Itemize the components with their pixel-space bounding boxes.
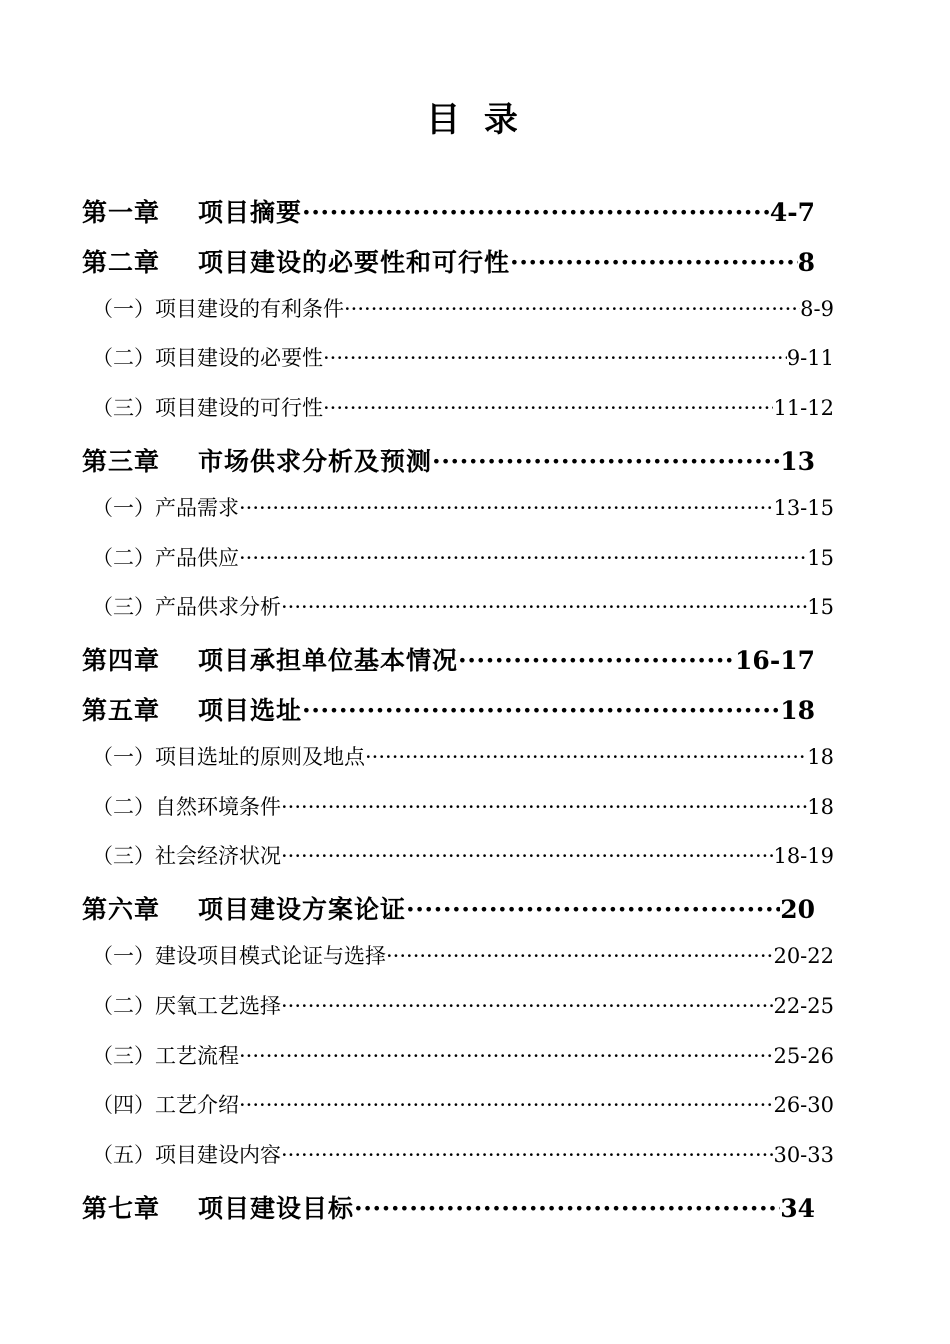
dot-leader	[239, 1044, 773, 1068]
dot-leader	[458, 646, 735, 675]
entry-title: （二）产品供应	[92, 545, 239, 570]
entry-title: （三）社会经济状况	[92, 844, 281, 869]
entry-title: （一）产品需求	[92, 495, 239, 520]
page-number: 18	[807, 794, 834, 819]
dot-leader	[239, 1093, 773, 1117]
page-number: 25-26	[773, 1043, 834, 1068]
page-title: 目 录	[426, 100, 524, 140]
page-number: 15	[807, 545, 834, 570]
page-number: 30-33	[773, 1143, 834, 1168]
toc-chapter-entry[interactable]	[82, 691, 815, 741]
page-number: 18	[807, 744, 834, 769]
entry-title: 项目建设的必要性和可行性	[198, 247, 511, 277]
dot-leader	[302, 198, 770, 227]
page-number: 26-30	[773, 1093, 834, 1118]
table-of-contents	[82, 193, 834, 1239]
page-number: 13	[780, 446, 815, 476]
page-number: 18	[780, 695, 815, 725]
dot-leader	[323, 396, 773, 420]
toc-section-entry[interactable]	[82, 591, 834, 641]
toc-section-entry[interactable]	[82, 342, 834, 392]
toc-entry-label	[92, 591, 281, 621]
entry-title: 项目承担单位基本情况	[198, 646, 459, 676]
entry-title: （五）项目建设内容	[92, 1143, 281, 1168]
toc-entry-label	[92, 990, 281, 1020]
toc-entry-label	[82, 442, 432, 478]
entry-title: （二）自然环境条件	[92, 794, 281, 819]
entry-title: （三）工艺流程	[92, 1043, 239, 1068]
entry-title: （四）工艺介绍	[92, 1093, 239, 1118]
entry-title: 项目建设方案论证	[198, 895, 407, 925]
toc-entry-label	[92, 342, 323, 372]
entry-title: （三）产品供求分析	[92, 595, 281, 620]
toc-section-entry[interactable]	[82, 1139, 834, 1189]
toc-section-entry[interactable]	[82, 1040, 834, 1090]
page-number: 11-12	[773, 396, 834, 421]
toc-chapter-entry[interactable]	[82, 890, 815, 940]
toc-entry-label	[82, 193, 302, 229]
dot-leader	[281, 844, 773, 868]
dot-leader	[281, 795, 807, 819]
toc-section-entry[interactable]	[82, 1089, 834, 1139]
toc-entry-label	[92, 1040, 239, 1070]
dot-leader	[302, 696, 780, 725]
toc-entry-label	[92, 940, 386, 970]
page-number: 4-7	[769, 198, 815, 227]
toc-entry-label	[92, 542, 239, 572]
entry-title: 市场供求分析及预测	[198, 446, 433, 476]
dot-leader	[281, 595, 807, 619]
dot-leader	[323, 346, 787, 370]
page-number: 9-11	[786, 346, 834, 371]
entry-title: （一）项目选址的原则及地点	[92, 744, 365, 769]
toc-section-entry[interactable]	[82, 840, 834, 890]
chapter-number: 第一章	[82, 198, 161, 227]
dot-leader	[354, 1194, 780, 1223]
dot-leader	[344, 297, 800, 321]
toc-section-entry[interactable]	[82, 542, 834, 592]
dot-leader	[281, 994, 773, 1018]
toc-entry-label	[82, 641, 458, 677]
entry-title: （一）项目建设的有利条件	[92, 296, 344, 321]
toc-section-entry[interactable]	[82, 492, 834, 542]
page-number: 20	[780, 895, 815, 925]
page-number: 8-9	[800, 296, 834, 321]
page-number: 13-15	[773, 495, 834, 520]
toc-entry-label	[92, 392, 323, 422]
dot-leader	[432, 447, 780, 476]
toc-section-entry[interactable]	[82, 293, 834, 343]
entry-title: （三）项目建设的可行性	[92, 396, 323, 421]
page-number: 20-22	[773, 943, 834, 968]
entry-title: 项目选址	[198, 695, 303, 725]
toc-entry-label	[92, 1139, 281, 1169]
page-number: 18-19	[773, 844, 834, 869]
page-number: 15	[807, 595, 834, 620]
toc-entry-label	[92, 1089, 239, 1119]
toc-section-entry[interactable]	[82, 940, 834, 990]
entry-title: 项目摘要	[198, 198, 303, 227]
page-number: 8	[797, 247, 815, 277]
dot-leader	[406, 895, 780, 924]
toc-section-entry[interactable]	[82, 990, 834, 1040]
toc-section-entry[interactable]	[82, 392, 834, 442]
toc-chapter-entry[interactable]	[82, 193, 815, 243]
toc-entry-label	[82, 1189, 354, 1225]
dot-leader	[239, 546, 807, 570]
chapter-number: 第二章	[82, 247, 161, 277]
toc-chapter-entry[interactable]	[82, 243, 815, 293]
toc-chapter-entry[interactable]	[82, 442, 815, 492]
dot-leader	[365, 745, 807, 769]
toc-entry-label	[92, 293, 344, 323]
dot-leader	[386, 944, 773, 968]
toc-entry-label	[82, 691, 302, 727]
toc-entry-label	[82, 243, 510, 279]
chapter-number: 第七章	[82, 1193, 161, 1223]
dot-leader	[239, 496, 773, 520]
toc-section-entry[interactable]	[82, 791, 834, 841]
toc-entry-label	[92, 791, 281, 821]
toc-chapter-entry[interactable]	[82, 1189, 815, 1239]
page-number: 34	[780, 1193, 815, 1223]
toc-entry-label	[92, 840, 281, 870]
chapter-number: 第三章	[82, 446, 161, 476]
entry-title: （一）建设项目模式论证与选择	[92, 943, 386, 968]
entry-title: 项目建设目标	[198, 1193, 355, 1223]
entry-title: （二）厌氧工艺选择	[92, 993, 281, 1018]
toc-section-entry[interactable]	[82, 741, 834, 791]
page-number: 22-25	[773, 993, 834, 1018]
toc-entry-label	[92, 741, 365, 771]
dot-leader	[510, 248, 798, 277]
chapter-number: 第六章	[82, 895, 161, 925]
chapter-number: 第四章	[82, 646, 161, 676]
entry-title: （二）项目建设的必要性	[92, 346, 323, 371]
toc-entry-label	[82, 890, 406, 926]
page-number: 16-17	[735, 646, 815, 676]
chapter-number: 第五章	[82, 695, 161, 725]
dot-leader	[281, 1143, 773, 1167]
toc-chapter-entry[interactable]	[82, 641, 815, 691]
toc-entry-label	[92, 492, 239, 522]
